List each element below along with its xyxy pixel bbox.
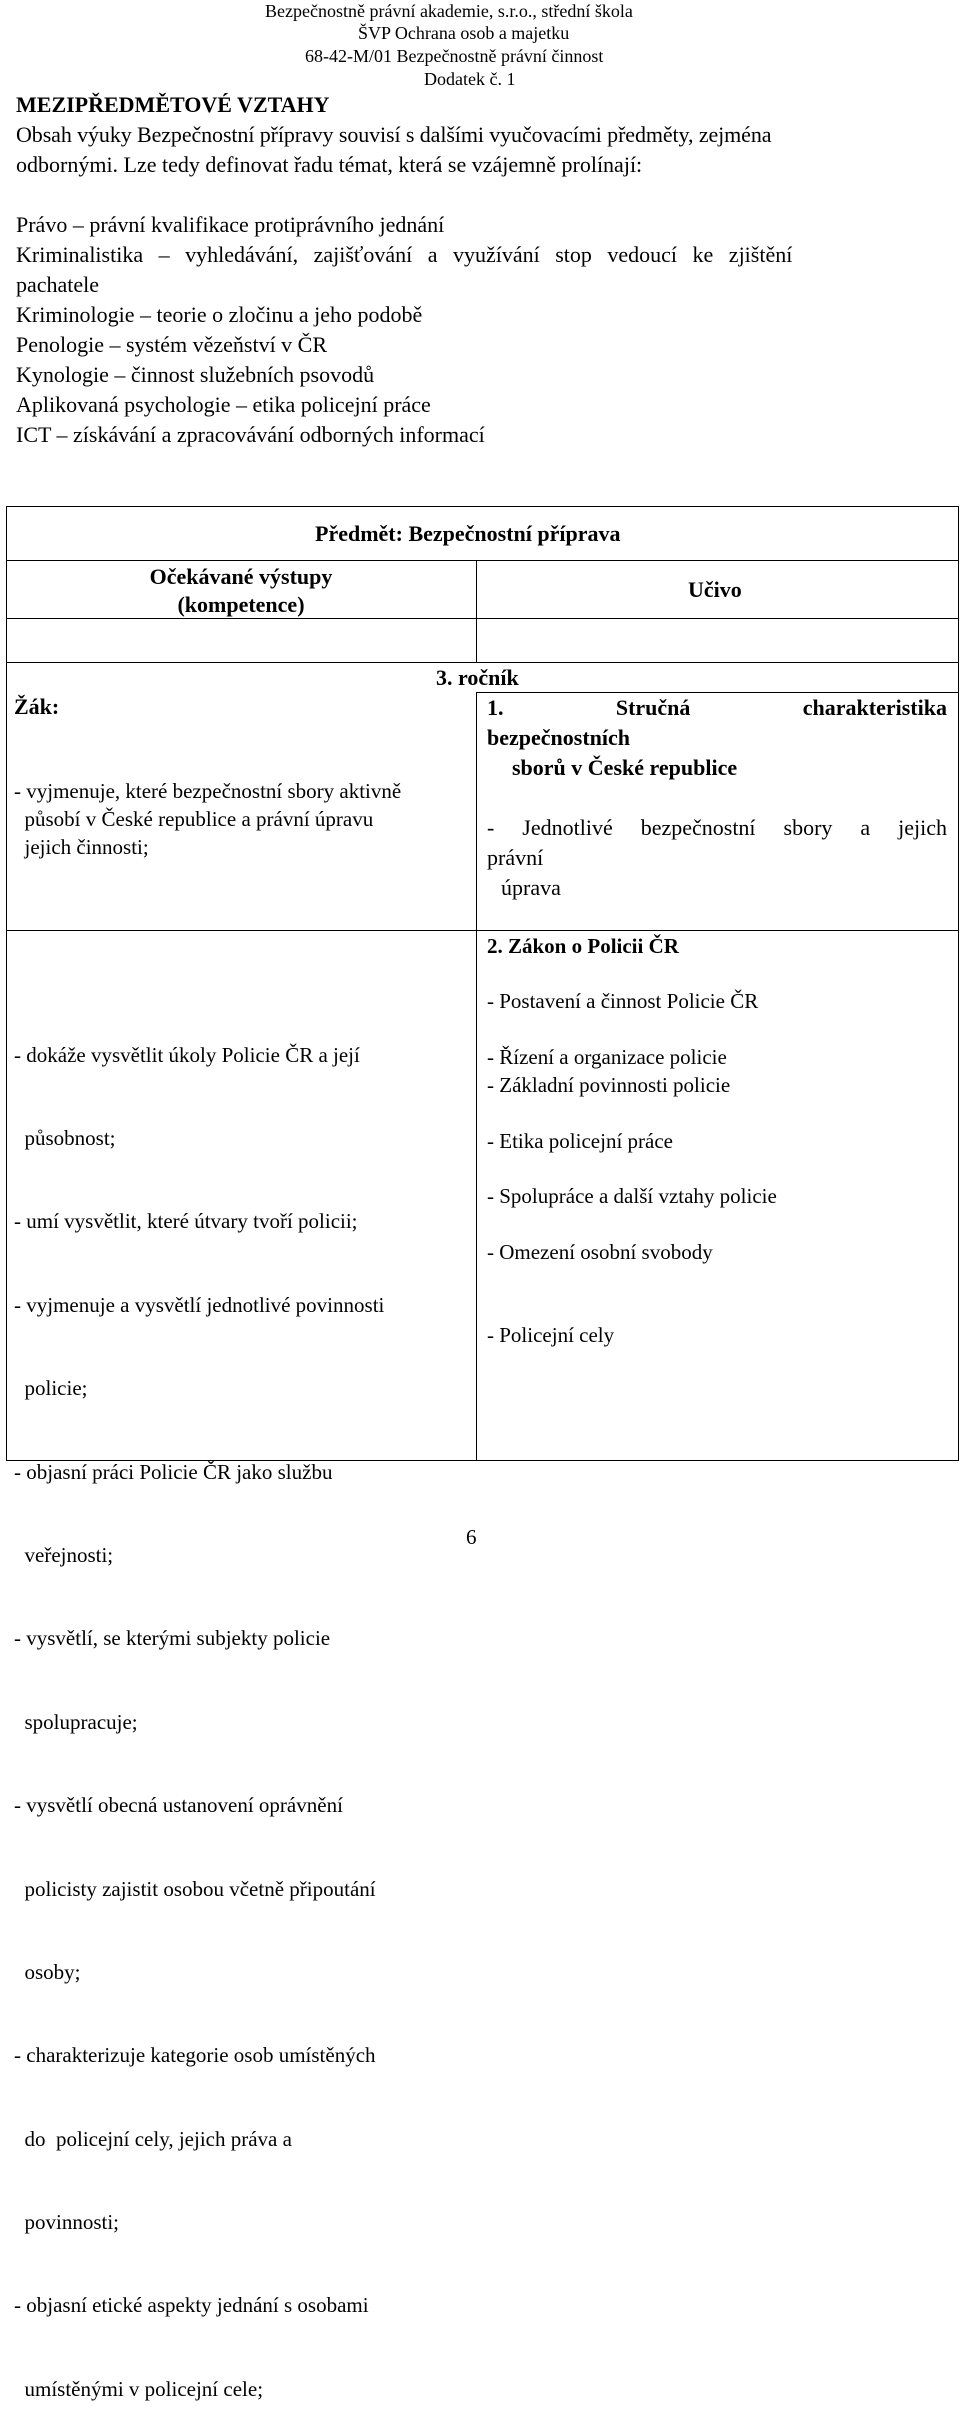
s1-outcome-line2: působí v České republice a právní úpravu — [14, 807, 374, 831]
s1-title-line1 — [487, 693, 947, 723]
s2-outcome-line: - objasní etické aspekty jednání s osobami — [14, 2293, 369, 2318]
outcomes-header-line1: Očekávané výstupy — [149, 564, 333, 589]
table-col-divider-section2 — [476, 930, 477, 1461]
subject-title: Předmět: Bezpečnostní příprava — [315, 521, 621, 546]
s2-title: 2. Zákon o Policii ČR — [487, 934, 679, 958]
outcomes-header-line2: (kompetence) — [177, 592, 305, 617]
s2-outcome-line: do policejní cely, jejich práva a — [14, 2126, 292, 2151]
s2-outcome-line: - charakterizuje kategorie osob umístěných — [14, 2043, 376, 2068]
topic-criminalistics-cont: pachatele — [16, 272, 100, 297]
topic-ict: ICT – získávání a zpracovávání odborných informací — [16, 422, 485, 447]
table-col-divider-blank — [476, 618, 477, 662]
table-col-divider-body — [476, 692, 477, 930]
s2-content-cooperation: - Spolupráce a další vztahy policie — [487, 1184, 777, 1208]
s1-content-line1 — [487, 813, 947, 843]
s1-outcome-line3: jejich činnosti; — [14, 835, 149, 859]
intro-paragraph-line1: Obsah výuky Bezpečnostní přípravy souvisí s dalšími vyučovacími předměty, zejména — [16, 122, 772, 147]
table-col-divider-header — [476, 560, 477, 618]
s1-title-line2: bezpečnostních — [487, 725, 630, 750]
s1-content-w5: jejich — [898, 815, 947, 840]
s2-outcome-line: osoby; — [14, 1959, 81, 1984]
s2-outcome-line: - dokáže vysvětlit úkoly Policie ČR a její — [14, 1042, 360, 1067]
s2-content-management: - Řízení a organizace policie — [487, 1045, 727, 1069]
s2-content-ethics: - Etika policejní práce — [487, 1129, 673, 1153]
s1-content-w4: a — [860, 815, 871, 840]
s2-outcomes — [14, 986, 384, 2431]
s2-content-cells: - Policejní cely — [487, 1323, 615, 1347]
outcomes-header — [6, 563, 476, 619]
page-number: 6 — [466, 1525, 477, 1549]
topic-criminology: Kriminologie – teorie o zločinu a jeho podobě — [16, 302, 423, 327]
s2-outcome-line: - vysvětlí obecná ustanovení oprávnění — [14, 1793, 343, 1818]
s1-title-word2: charakteristika — [802, 695, 947, 720]
s2-outcome-line: umístěnými v policejní cele; — [14, 2376, 264, 2401]
s1-content-w2: bezpečnostní — [640, 815, 756, 840]
s1-title-num: 1. — [487, 695, 504, 720]
header-appendix: Dodatek č. 1 — [424, 69, 516, 89]
table-border-right — [958, 506, 959, 1461]
s2-outcome-line: - vysvětlí, se kterými subjekty policie — [14, 1626, 331, 1651]
s1-content-line2: právní — [487, 845, 544, 870]
s2-outcome-line: spolupracuje; — [14, 1709, 138, 1734]
table-rule-section1 — [6, 930, 959, 931]
s1-outcome-line1: - vyjmenuje, které bezpečnostní sbory aktivně — [14, 779, 402, 803]
s2-outcome-line: veřejnosti; — [14, 1542, 114, 1567]
s2-outcome-line: - umí vysvětlit, které útvary tvoří policii; — [14, 1209, 358, 1234]
topic-cynology: Kynologie – činnost služebních psovodů — [16, 362, 375, 387]
topic-psychology: Aplikovaná psychologie – etika policejní práce — [16, 392, 431, 417]
s2-outcome-line: policisty zajistit osobou včetně připoutání — [14, 1876, 376, 1901]
s2-outcome-line: působnost; — [14, 1125, 116, 1150]
topic-law: Právo – právní kvalifikace protiprávního jednání — [16, 212, 445, 237]
topic-penology: Penologie – systém vězeňství v ČR — [16, 332, 328, 357]
s1-content-w3: sbory — [783, 815, 833, 840]
student-label: Žák: — [14, 694, 60, 719]
s1-content-w1: Jednotlivé — [522, 815, 613, 840]
s2-outcome-line: - objasní práci Policie ČR jako službu — [14, 1459, 333, 1484]
s2-content-duties: - Základní povinnosti policie — [487, 1073, 731, 1097]
s1-title-line3: sborů v České republice — [512, 755, 738, 780]
s1-content-w0: - — [487, 815, 495, 840]
year-label: 3. ročník — [436, 665, 519, 690]
s1-title-word1: Stručná — [615, 695, 691, 720]
s2-outcome-line: povinnosti; — [14, 2210, 120, 2235]
header-svp: ŠVP Ochrana osob a majetku — [358, 23, 570, 43]
s1-content-line3: úprava — [501, 875, 561, 900]
header-code: 68-42-M/01 Bezpečnostně právní činnost — [305, 46, 604, 66]
section-heading: MEZIPŘEDMĚTOVÉ VZTAHY — [16, 92, 330, 117]
s2-content-status: - Postavení a činnost Policie ČR — [487, 989, 759, 1013]
s2-outcome-line: policie; — [14, 1376, 88, 1401]
content-header: Učivo — [688, 577, 742, 602]
table-rule-subject — [6, 560, 959, 561]
topic-criminalistics: Kriminalistika – vyhledávání, zajišťování a využívání stop vedoucí ke zjištění — [16, 242, 793, 267]
s2-content-restriction: - Omezení osobní svobody — [487, 1240, 713, 1264]
table-border-top — [6, 506, 959, 507]
s2-outcome-line: - vyjmenuje a vysvětlí jednotlivé povinnosti — [14, 1292, 385, 1317]
table-border-left — [6, 506, 7, 1461]
intro-paragraph-line2: odbornými. Lze tedy definovat řadu témat, která se vzájemně prolínají: — [16, 152, 643, 177]
header-school: Bezpečnostně právní akademie, s.r.o., střední škola — [265, 1, 633, 21]
